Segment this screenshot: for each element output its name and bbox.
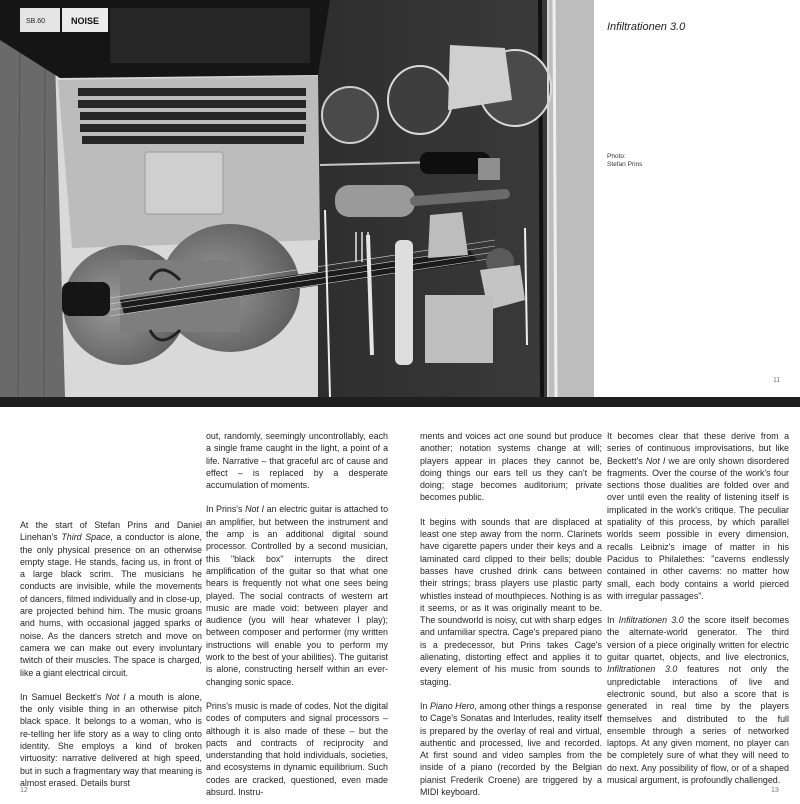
italic-title: Not I: [245, 504, 265, 515]
instruments-photo: [0, 0, 594, 397]
page-number-right: 13: [771, 787, 779, 794]
text-column-4: [607, 430, 789, 786]
paragraph: It begins with sounds that are displaced at least one step away from the norm. Clarinets have cigarette papers under their keys and a laminated card clipped to their bells; double basses have crushed drink cans between their strings; brass players use plastic party whistles instead of mouthpieces. Nothing is as it seems, or as it was originally meant to be. The soundworld is noisy, cut with sharp edges and unfamiliar spectra. Cage's prepared piano is a predecessor, but Prins takes Cage's alienating, distorting effect and applies it to every element of his music from sounds to staging.: [420, 516, 602, 687]
paragraph: In Samuel Beckett's Not I a mouth is alone, the only visible thing in an otherwise pitch black space. It belongs to a woman, who is re-telling her life story as a way to cling onto identity. She employs a kind of broken virtuosity: narrative delivered at high speed, but in such a fragmentary way that meaning is almost erased. Details burst: [20, 691, 203, 788]
paragraph: It becomes clear that these derive from a series of continuous improvisations, but like Beckett's Not I we are only shown disordered fragments. Over the course of the work's four sections those dualities are folded over and over until even the reality of listening itself is implicated in the work's critique. The peculiar spatiality of this process, by which parallel worlds seem possible in every dimension, recalls Leibniz's image of matter in his Pacidus to Philalethes: "caverns endlessly contained in other caverns: no matter how small, each body contains a world pierced with irregular passages".: [607, 431, 790, 601]
text-column-3: [420, 430, 602, 798]
text-column-2: [206, 430, 388, 798]
text-column-1: [20, 519, 202, 789]
photo-credit: [607, 153, 642, 169]
paragraph: In Piano Hero, among other things a response to Cage's Sonatas and Interludes, reality itself is prepared by the overlay of real and virtual, authentic and processed, live and recorded. At first sound and video samples from the inside of a piano (recorded by the Belgian pianist Frederik Croene) are triggered by a MIDI keyboard.: [420, 700, 602, 798]
italic-title: Not I: [645, 455, 666, 466]
italic-title: Infiltrationen 3.0: [618, 615, 684, 626]
paragraph: In Infiltrationen 3.0 the score itself becomes the alternate-world generator. The third version of a piece originally written for electric guitar quartet, objects, and live electronics, Infiltrationen 3.0 features not only the unpredictable interactions of live and electronic sound, but also a score that is generated in real time by the players themselves and distributed to the full ensemble through a series of networked laptops. At any given moment, no player can be completely sure of what they will need to do next. Any possibility of flow, or of a shaped musical argument, is profoundly challenged.: [607, 615, 789, 786]
work-title: Infiltrationen 3.0: [607, 21, 686, 33]
page-number-11: 11: [773, 377, 781, 384]
paragraph: Prins's music is made of codes. Not the digital codes of computers and signal processors – although it is also made of these – but the pacts and contracts of reciprocity and understanding that hold individuals, societies, and ecosystems in dynamic equilibrium. Such codes are cracked, questioned, even made absurd. Instru-: [206, 700, 388, 798]
screen-label-1-text: SB.60: [26, 18, 46, 25]
italic-title: Not I: [105, 691, 126, 702]
photo-credit-label: Photo:: [607, 153, 626, 160]
italic-title: Third Space: [61, 532, 111, 543]
page-number-left: 12: [20, 787, 28, 794]
paragraph: In Prins's Not I an electric guitar is attached to an amplifier, but between the instrument and the amp is an additional digital sound processor. Controlled by a second musician, this "black box" interrupts the direct amplification of the guitar so that what one hears is frequently not what one sees being played. The social contracts of western art music are made void: between player and audience (you will hear whatever I play); between composer and performer (my written instructions will enable you to perform my work to the best of your abilities). The guitarist is alone, constructing herself within an ever-changing sonic space.: [206, 504, 388, 687]
italic-title: Piano Hero: [429, 700, 475, 711]
photo-credit-name: Stefan Prins: [607, 161, 643, 168]
caption-sidebar: [594, 0, 800, 397]
paragraph: At the start of Stefan Prins and Daniel Linehan's Third Space, a conductor is alone, the only physical presence on an otherwise empty stage. He stands, facing us, in front of a large black scrim. The musicians he conducts are invisible, while the movements of dancers, filmed individually and in close-up, are projected behind him. The music groans and hums, with occasional jagged sparks of noise. As the dancers stretch and move on camera we can make out every involuntary twitch of their muscles. The space is charged, like a giant electrical circuit.: [20, 520, 202, 678]
gutter-band: [0, 397, 800, 407]
italic-title: Infiltrationen 3.0: [607, 664, 678, 675]
screen-label-2-text: NOISE: [71, 16, 100, 26]
paragraph: ments and voices act one sound but produce another; notation systems change at will; players appear in places they cannot be, doing things our ears tell us they can't be doing; stage becomes auditorium; private becomes public.: [420, 431, 602, 503]
paragraph: out, randomly, seemingly uncontrollably, each a single frame caught in the light, a point of a life. Narrative – that graceful arc of cause and effect – is replaced by a desperate accumulation of moments.: [206, 431, 388, 491]
top-spread: [0, 0, 800, 397]
